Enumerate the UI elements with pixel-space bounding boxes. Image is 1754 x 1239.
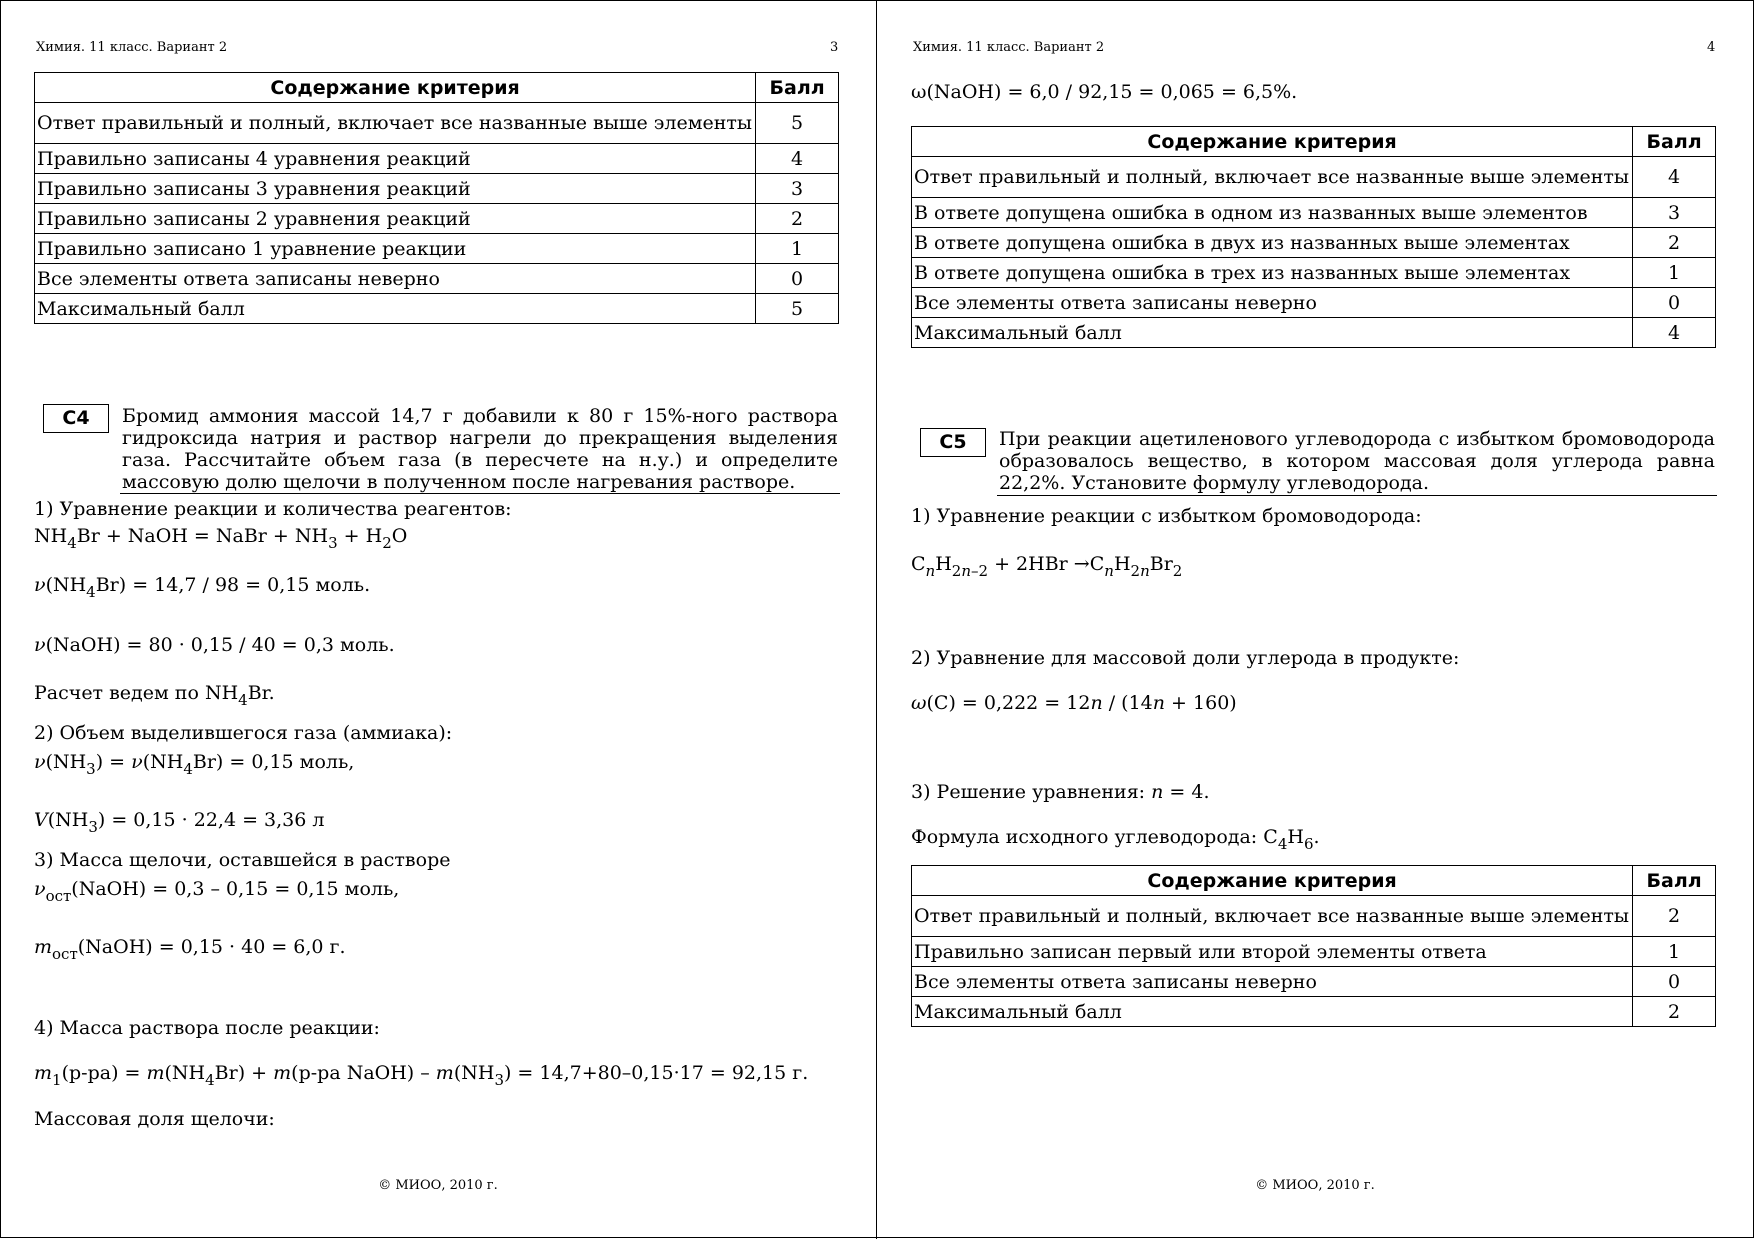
calc-basis-text: Расчет ведем по NH [34,682,239,704]
question-rule [997,495,1717,496]
equation-naoh-mass: $m_{ост}(NaOH) = 0,15 \cdot 40 = 6,0$ г. [34,936,346,963]
solution-step-1: 1) Уравнение реакции с избытком бромоводорода: [911,505,1422,527]
mass-fraction-label: Массовая доля щелочи: [34,1108,275,1130]
criterion-cell: Правильно записан первый или второй элементы ответа [912,937,1633,967]
equation-nh3-mol: $\nu(NH_3) = \nu(NH_4Br) = 0,15$ моль, [34,751,355,778]
question-label: С4 [43,404,109,433]
column-header-points: Балл [1633,127,1716,157]
criterion-cell: Все элементы ответа записаны неверно [912,967,1633,997]
solution-step-3: 3) Масса щелочи, оставшейся в растворе [34,849,451,871]
equation-solution-mass: $m_1(р-ра) = m(NH_4Br) + m(р-ра$ NaOH) – $m(NH_3) = 14,7+80-0,15\cdot 17 = 92,15$ г. [34,1062,809,1089]
formula-result: Формула исходного углеводорода: $C_4H_6$. [911,826,1320,853]
column-header-points: Балл [1633,866,1716,896]
table-row [912,157,1716,198]
column-header-criterion: Содержание критерия [35,73,756,103]
equation-naoh: ν(NaOH) = 80 · 0,15 / 40 = 0,3 моль. [34,634,395,656]
points-cell: 4 [756,144,839,174]
question-rule [120,493,840,494]
table-row [912,896,1716,937]
points-cell: 2 [1633,228,1716,258]
points-cell: 0 [1633,967,1716,997]
equation-nh3-volume: $V(NH_3) = 0,15 \cdot 22,4 = 3,36$ л [34,809,325,836]
page-header: Химия. 11 класс. Вариант 2 [36,40,228,55]
omega-result: ω(NaOH) = 6,0 / 92,15 = 0,065 = 6,5%. [911,81,1298,103]
table-header-row [912,866,1716,896]
page-header: Химия. 11 класс. Вариант 2 [913,40,1105,55]
page-footer: © МИОО, 2010 г. [1255,1178,1375,1193]
criterion-cell: Все элементы ответа записаны неверно [35,264,756,294]
table-row [35,103,839,144]
criterion-cell: Ответ правильный и полный, включает все названные выше элементы [35,103,756,144]
question-text: Бромид аммония массой 14,7 г добавили к 80 г 15%-ного раствора гидроксида натрия и раствор нагрели до прекращения выделения газа. Рассчитайте объем газа (в пересчете на н.у.) и определите массовую долю щелочи в полученном после нагревания растворе. [122,405,838,493]
solution-step-3-text: 3) Решение уравнения: [911,781,1152,803]
solution-step-3: 3) Решение уравнения: n = 4. [911,781,1210,803]
points-cell: 3 [1633,198,1716,228]
page-number: 3 [830,40,839,55]
table-header-row [912,127,1716,157]
criterion-cell: Правильно записаны 3 уравнения реакций [35,174,756,204]
table-row [35,144,839,174]
points-cell: 1 [1633,937,1716,967]
page-footer: © МИОО, 2010 г. [378,1178,498,1193]
right-page [877,0,1754,1239]
criterion-cell: Правильно записаны 2 уравнения реакций [35,204,756,234]
criterion-cell: Все элементы ответа записаны неверно [912,288,1633,318]
table-row [912,198,1716,228]
formula-label: Формула исходного углеводорода: [911,826,1264,848]
criterion-cell: В ответе допущена ошибка в трех из названных выше элементах [912,258,1633,288]
criterion-cell: Правильно записано 1 уравнение реакции [35,234,756,264]
solution-step-2: 2) Объем выделившегося газа (аммиака): [34,722,453,744]
points-cell: 4 [1633,318,1716,348]
table-row [912,997,1716,1027]
table-row [35,204,839,234]
criteria-table-c5 [911,865,1716,1027]
equation-omega-carbon: ω(C) = 0,222 = 12n / (14n + 160) [911,692,1237,714]
equation-naoh-left: $\nu_{ост}(NaOH) = 0,3 - 0,15 = 0,15$ моль, [34,878,400,905]
table-row [35,234,839,264]
criterion-cell: Максимальный балл [35,294,756,324]
points-cell: 4 [1633,157,1716,198]
points-cell: 2 [1633,997,1716,1027]
criterion-cell: Правильно записаны 4 уравнения реакций [35,144,756,174]
table-row [912,967,1716,997]
criteria-table [34,72,839,324]
equation-reaction: $C_nH_{2n-2} + 2HBr \to C_nH_{2n}Br_2$ [911,553,1183,580]
column-header-criterion: Содержание критерия [912,127,1633,157]
equation-nh4br: $\nu(NH_4Br) = 14,7 / 98 = 0,15$ моль. [34,574,371,601]
points-cell: 3 [756,174,839,204]
page-number: 4 [1707,40,1716,55]
equation-reaction: $NH_4Br$ + NaOH = NaBr + $NH_3 + H_2O$ [34,525,408,552]
table-row [35,294,839,324]
points-cell: 1 [756,234,839,264]
table-row [35,174,839,204]
table-row [912,258,1716,288]
table-row [35,264,839,294]
solution-step-4: 4) Масса раствора после реакции: [34,1017,380,1039]
solution-step-2: 2) Уравнение для массовой доли углерода в продукте: [911,647,1460,669]
table-row [912,228,1716,258]
table-header-row [35,73,839,103]
points-cell: 2 [1633,896,1716,937]
solution-step-1: 1) Уравнение реакции и количества реагентов: [34,498,512,520]
criterion-cell: Ответ правильный и полный, включает все названные выше элементы [912,896,1633,937]
left-page [0,0,876,1239]
points-cell: 0 [756,264,839,294]
criteria-table-c4 [911,126,1716,348]
table-row [912,937,1716,967]
points-cell: 5 [756,294,839,324]
points-cell: 5 [756,103,839,144]
column-header-points: Балл [756,73,839,103]
criterion-cell: Ответ правильный и полный, включает все названные выше элементы [912,157,1633,198]
criterion-cell: В ответе допущена ошибка в двух из названных выше элементах [912,228,1633,258]
points-cell: 2 [756,204,839,234]
points-cell: 1 [1633,258,1716,288]
column-header-criterion: Содержание критерия [912,866,1633,896]
table-row [912,288,1716,318]
question-text: При реакции ацетиленового углеводорода с избытком бромоводорода образовалось вещество, в котором массовая доля углерода равна 22,2%. Установите формулу углеводорода. [999,428,1715,494]
criterion-cell: Максимальный балл [912,997,1633,1027]
calc-basis: Расчет ведем по $NH_4Br$. [34,682,275,709]
table-row [912,318,1716,348]
criterion-cell: Максимальный балл [912,318,1633,348]
points-cell: 0 [1633,288,1716,318]
question-label: С5 [920,428,986,457]
criterion-cell: В ответе допущена ошибка в одном из названных выше элементов [912,198,1633,228]
